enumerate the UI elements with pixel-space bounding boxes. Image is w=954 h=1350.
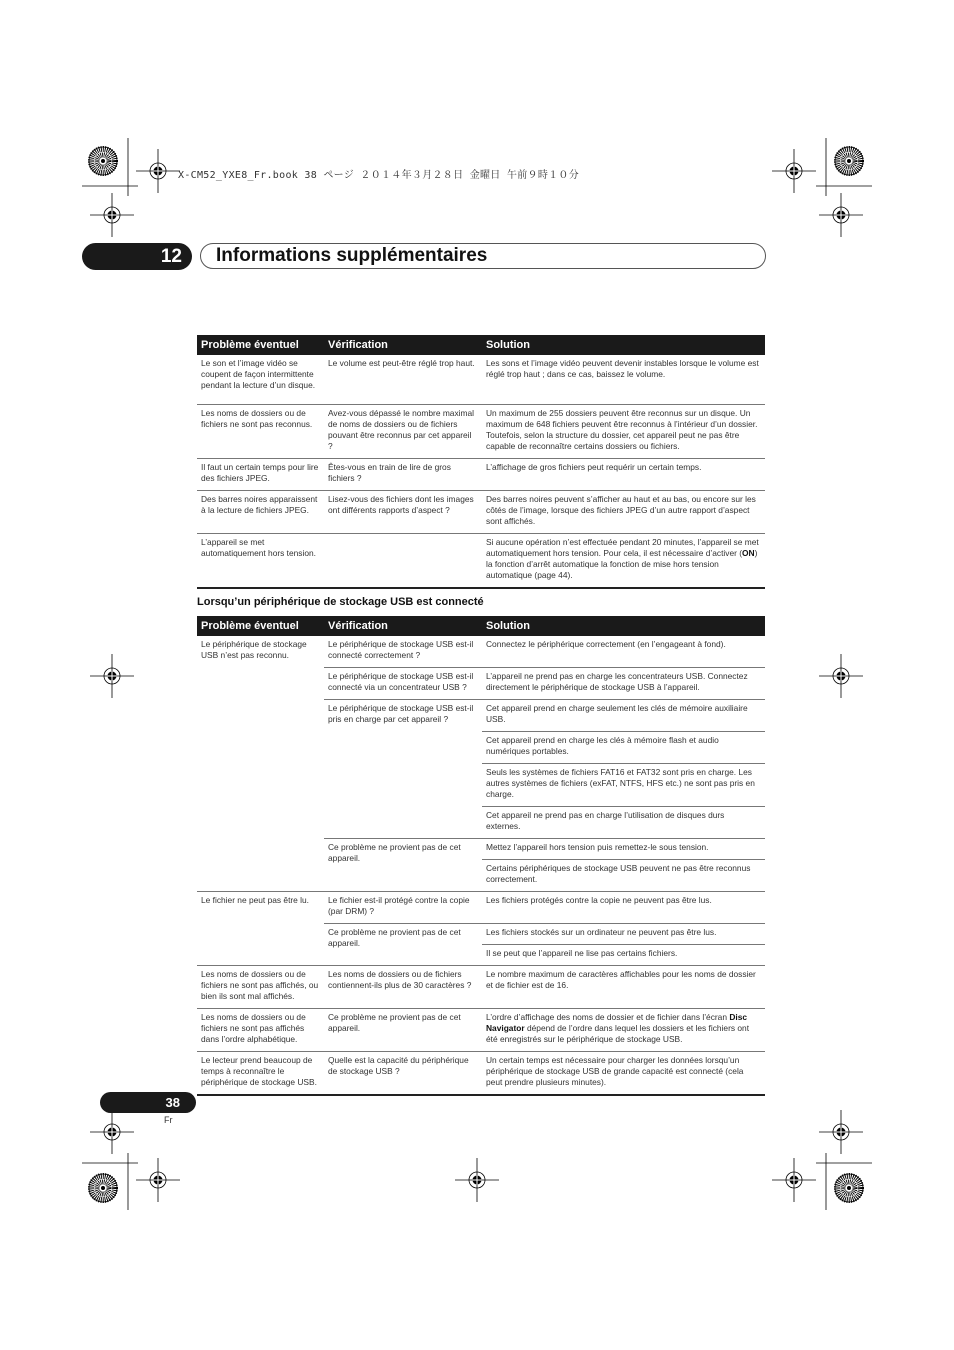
table-row — [197, 355, 765, 405]
troubleshooting-table-general — [197, 335, 765, 589]
header-problem: Problème éventuel — [197, 616, 324, 636]
solution-bold-text: ON — [742, 548, 755, 558]
check-cell: Ce problème ne provient pas de cet appareil. — [324, 924, 482, 966]
check-cell: Ce problème ne provient pas de cet appareil. — [324, 1009, 482, 1052]
table-row — [197, 459, 765, 491]
check-cell — [324, 534, 482, 589]
solution-cell — [482, 1009, 765, 1052]
check-cell: Quelle est la capacité du périphérique de stockage USB ? — [324, 1052, 482, 1096]
solution-cell: Un maximum de 255 dossiers peuvent être reconnus sur un disque. Un maximum de 648 fichiers peuvent être reconnus à l’intérieur d’un dossier. Toutefois, selon la structure du dossier, cet appareil peut ne pas être capable de reconnaître certains dossiers ou fichiers. — [482, 405, 765, 459]
page-language: Fr — [164, 1115, 173, 1125]
section-title-usb: Lorsqu’un périphérique de stockage USB est connecté — [197, 596, 484, 608]
check-cell: Avez-vous dépassé le nombre maximal de noms de dossiers ou de fichiers pouvant être reconnus par cet appareil ? — [324, 405, 482, 459]
table-row — [197, 534, 765, 589]
table-row — [197, 491, 765, 534]
book-header: X-CM52_YXE8_Fr.book 38 ページ ２０１４年３月２８日 金曜日 午前９時１０分 — [178, 170, 580, 181]
problem-cell: Le périphérique de stockage USB n’est pas reconnu. — [197, 636, 324, 892]
table-row — [197, 405, 765, 459]
header-problem: Problème éventuel — [197, 335, 324, 355]
solution-cell — [482, 534, 765, 589]
solution-cell: Les fichiers stockés sur un ordinateur ne peuvent pas être lus. — [482, 924, 765, 945]
check-cell: Le volume est peut-être réglé trop haut. — [324, 355, 482, 405]
check-cell: Êtes-vous en train de lire de gros fichiers ? — [324, 459, 482, 491]
problem-cell: Les noms de dossiers ou de fichiers ne sont pas affichés, ou bien ils sont mal affichés. — [197, 966, 324, 1009]
solution-cell: Les fichiers protégés contre la copie ne peuvent pas être lus. — [482, 892, 765, 924]
table-row — [197, 636, 765, 668]
solution-cell: Le nombre maximum de caractères affichables pour les noms de dossier et de fichier est de 16. — [482, 966, 765, 1009]
check-cell: Le périphérique de stockage USB est-il pris en charge par cet appareil ? — [324, 700, 482, 839]
solution-text: Si aucune opération n’est effectuée pendant 20 minutes, l’appareil se met automatiquement hors tension. Pour cela, il est nécessaire d’activer ( — [486, 537, 759, 558]
solution-cell: Des barres noires peuvent s’afficher au haut et au bas, ou encore sur les côtés de l’image, lorsque des fichiers JPEG d’un autre rapport d’aspect sont affichés. — [482, 491, 765, 534]
table-row — [197, 1009, 765, 1052]
check-cell: Le périphérique de stockage USB est-il connecté correctement ? — [324, 636, 482, 668]
check-cell: Le périphérique de stockage USB est-il connecté via un concentrateur USB ? — [324, 668, 482, 700]
solution-text: dépend de l’ordre dans lequel les dossiers et les fichiers ont été enregistrés sur le périphérique de stockage USB. — [486, 1023, 750, 1044]
solution-cell: Cet appareil ne prend pas en charge l’utilisation de disques durs externes. — [482, 807, 765, 839]
problem-cell: Le son et l’image vidéo se coupent de façon intermittente pendant la lecture d’un disque. — [197, 355, 324, 405]
check-cell: Le fichier est-il protégé contre la copie (par DRM) ? — [324, 892, 482, 924]
solution-text: ) la fonction d’arrêt automatique la fonction de mise hors tension automatique (page 44). — [486, 548, 758, 580]
header-check: Vérification — [324, 616, 482, 636]
solution-cell: L’appareil ne prend pas en charge les concentrateurs USB. Connectez directement le périphérique de stockage USB à l’appareil. — [482, 668, 765, 700]
solution-cell: Cet appareil prend en charge seulement les clés de mémoire auxiliaire USB. — [482, 700, 765, 732]
solution-cell: Certains périphériques de stockage USB peuvent ne pas être reconnus correctement. — [482, 860, 765, 892]
table-header-row — [197, 616, 765, 636]
problem-cell: Il faut un certain temps pour lire des fichiers JPEG. — [197, 459, 324, 491]
solution-cell: Cet appareil prend en charge les clés à mémoire flash et audio numériques portables. — [482, 732, 765, 764]
solution-cell: Les sons et l’image vidéo peuvent devenir instables lorsque le volume est réglé trop haut ; dans ce cas, baissez le volume. — [482, 355, 765, 405]
table-row — [197, 1052, 765, 1096]
chapter-title: Informations supplémentaires — [216, 245, 488, 266]
header-solution: Solution — [482, 616, 765, 636]
chapter-number-badge: 12 — [82, 243, 192, 270]
solution-text: L’ordre d’affichage des noms de dossier et de fichier dans l’écran — [486, 1012, 730, 1022]
solution-bold-text: Disc Navigator — [486, 1012, 748, 1033]
page-number-badge: 38 — [100, 1092, 196, 1113]
table-row — [197, 892, 765, 924]
table-row — [197, 966, 765, 1009]
problem-cell: Les noms de dossiers ou de fichiers ne sont pas reconnus. — [197, 405, 324, 459]
solution-cell: Connectez le périphérique correctement (en l’engageant à fond). — [482, 636, 765, 668]
solution-cell: Il se peut que l’appareil ne lise pas certains fichiers. — [482, 945, 765, 966]
problem-cell: Le lecteur prend beaucoup de temps à reconnaître le périphérique de stockage USB. — [197, 1052, 324, 1096]
table-header-row — [197, 335, 765, 355]
solution-cell: L’affichage de gros fichiers peut requérir un certain temps. — [482, 459, 765, 491]
problem-cell: Des barres noires apparaissent à la lecture de fichiers JPEG. — [197, 491, 324, 534]
check-cell: Les noms de dossiers ou de fichiers contiennent-ils plus de 30 caractères ? — [324, 966, 482, 1009]
header-check: Vérification — [324, 335, 482, 355]
problem-cell: L’appareil se met automatiquement hors tension. — [197, 534, 324, 589]
check-cell: Ce problème ne provient pas de cet appareil. — [324, 839, 482, 892]
solution-cell: Mettez l’appareil hors tension puis remettez-le sous tension. — [482, 839, 765, 860]
header-solution: Solution — [482, 335, 765, 355]
solution-cell: Un certain temps est nécessaire pour charger les données lorsqu’un périphérique de stockage USB de grande capacité est connecté (cela peut prendre plusieurs minutes). — [482, 1052, 765, 1096]
check-cell: Lisez-vous des fichiers dont les images ont différents rapports d’aspect ? — [324, 491, 482, 534]
troubleshooting-table-usb — [197, 616, 765, 1096]
problem-cell: Le fichier ne peut pas être lu. — [197, 892, 324, 966]
solution-cell: Seuls les systèmes de fichiers FAT16 et FAT32 sont pris en charge. Les autres systèmes de fichiers (exFAT, NTFS, HFS etc.) ne sont pas pris en charge. — [482, 764, 765, 807]
problem-cell: Les noms de dossiers ou de fichiers ne sont pas affichés dans l’ordre alphabétique. — [197, 1009, 324, 1052]
